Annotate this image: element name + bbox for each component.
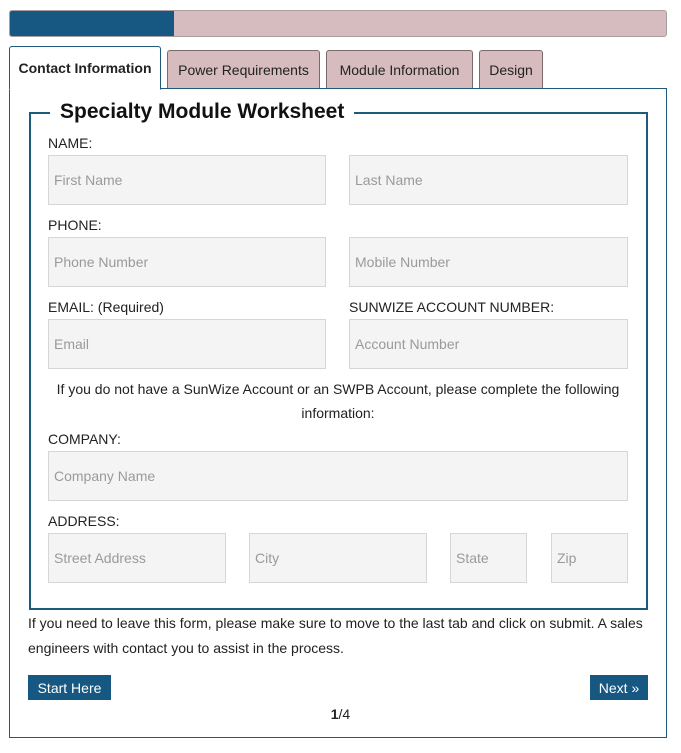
phone-label: PHONE: (48, 217, 102, 233)
company-input[interactable] (48, 451, 628, 501)
current-page: 1 (330, 706, 339, 722)
account-number-input[interactable] (349, 319, 628, 369)
total-pages: /4 (338, 706, 351, 722)
tab-module-information[interactable] (326, 50, 473, 88)
company-label: COMPANY: (48, 431, 121, 447)
city-input[interactable] (249, 533, 427, 583)
tab-power-requirements[interactable] (167, 50, 320, 88)
email-input[interactable] (48, 319, 326, 369)
tab-label: Design (489, 61, 533, 78)
page-indicator (0, 706, 681, 722)
form-title: Specialty Module Worksheet (50, 99, 354, 125)
account-number-label: SUNWIZE ACCOUNT NUMBER: (349, 299, 555, 315)
mobile-input[interactable] (349, 237, 628, 287)
next-button[interactable]: Next » (590, 675, 648, 700)
email-label: EMAIL: (Required) (48, 299, 164, 315)
phone-input[interactable] (48, 237, 326, 287)
tab-label: Power Requirements (178, 61, 309, 78)
start-here-button[interactable]: Start Here (28, 675, 111, 700)
last-name-input[interactable] (349, 155, 628, 205)
save-instructions: If you need to leave this form, please make sure to move to the last tab and click on submit. A sales engineers with contact you to assist in the process. (28, 615, 643, 656)
zip-input[interactable] (551, 533, 628, 583)
progress-bar (9, 10, 667, 37)
account-note: If you do not have a SunWize Account or an SWPB Account, please complete the following information: (56, 381, 620, 421)
street-address-input[interactable] (48, 533, 226, 583)
name-label: NAME: (48, 135, 93, 151)
address-label: ADDRESS: (48, 513, 120, 529)
first-name-input[interactable] (48, 155, 326, 205)
progress-bar-fill (10, 11, 174, 36)
tab-design[interactable] (479, 50, 543, 88)
tab-contact-information[interactable] (9, 46, 161, 90)
state-input[interactable] (450, 533, 527, 583)
tab-label: Module Information (339, 61, 460, 78)
tab-label: Contact Information (18, 60, 152, 76)
